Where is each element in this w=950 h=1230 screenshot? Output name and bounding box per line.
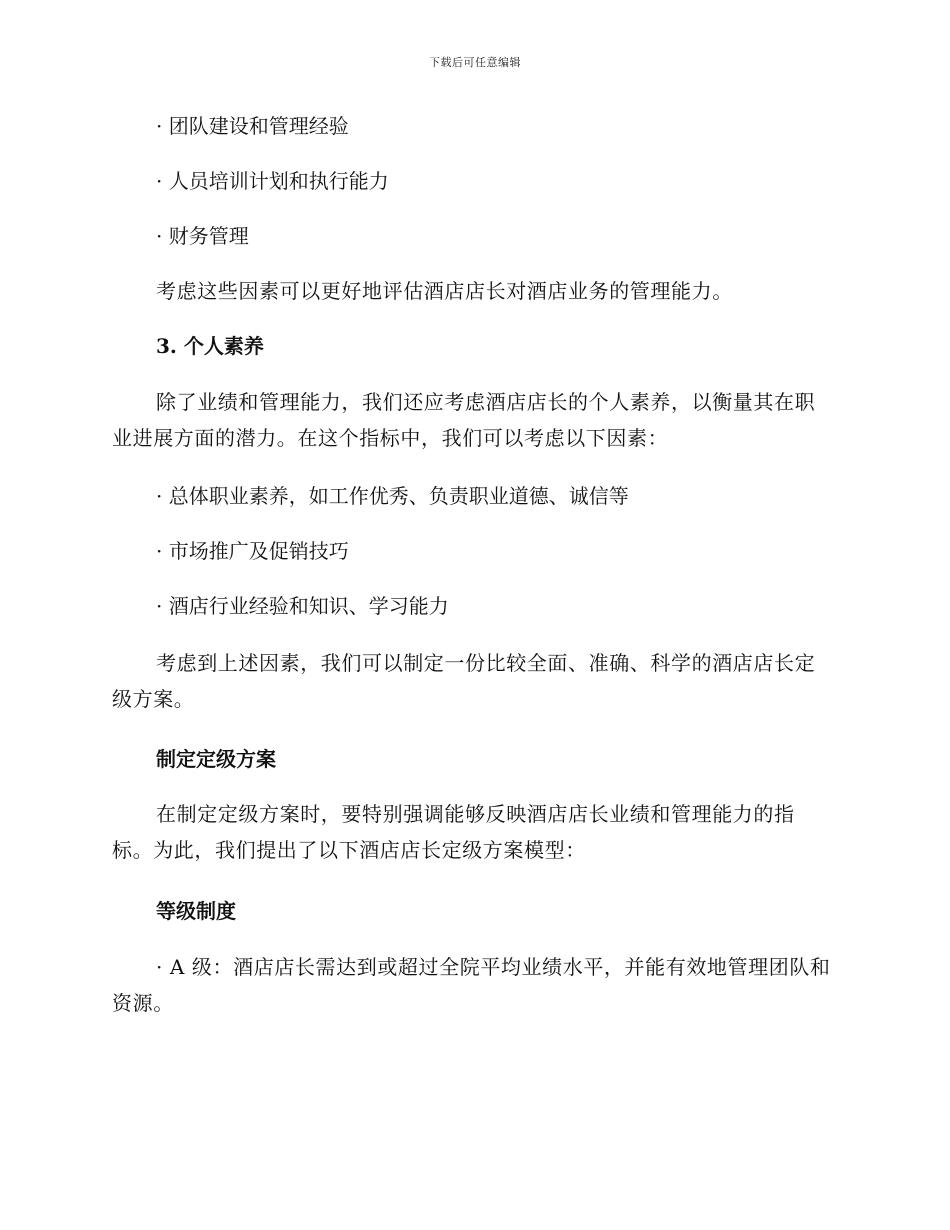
paragraph-conclusion: 考虑到上述因素，我们可以制定一份比较全面、准确、科学的酒店店长定级方案。	[112, 651, 816, 711]
bullet-professional-quality: · 总体职业素养，如工作优秀、负责职业道德、诚信等	[156, 484, 629, 508]
bullet-industry-experience: · 酒店行业经验和知识、学习能力	[156, 594, 449, 618]
section-heading-personal-quality: 3. 个人素养	[156, 334, 264, 358]
section-heading-grade-system: 等级制度	[156, 899, 236, 923]
bullet-training: · 人员培训计划和执行能力	[156, 169, 389, 193]
paragraph-personal-quality: 除了业绩和管理能力，我们还应考虑酒店店长的个人素养，以衡量其在职业进展方面的潜力。在这个指标中，我们可以考虑以下因素：	[112, 390, 816, 450]
page-header-note: 下载后可任意编辑	[429, 56, 521, 69]
paragraph-management-consideration: 考虑这些因素可以更好地评估酒店店长对酒店业务的管理能力。	[156, 279, 733, 303]
bullet-finance: · 财务管理	[156, 224, 249, 248]
section-heading-plan: 制定定级方案	[156, 747, 276, 771]
bullet-team-building: · 团队建设和管理经验	[156, 114, 349, 138]
bullet-grade-a: · A 级：酒店店长需达到或超过全院平均业绩水平，并能有效地管理团队和资源。	[112, 955, 831, 1015]
paragraph-plan: 在制定定级方案时，要特别强调能够反映酒店店长业绩和管理能力的指标。为此，我们提出了以下酒店店长定级方案模型：	[112, 802, 795, 862]
bullet-marketing: · 市场推广及促销技巧	[156, 539, 349, 563]
